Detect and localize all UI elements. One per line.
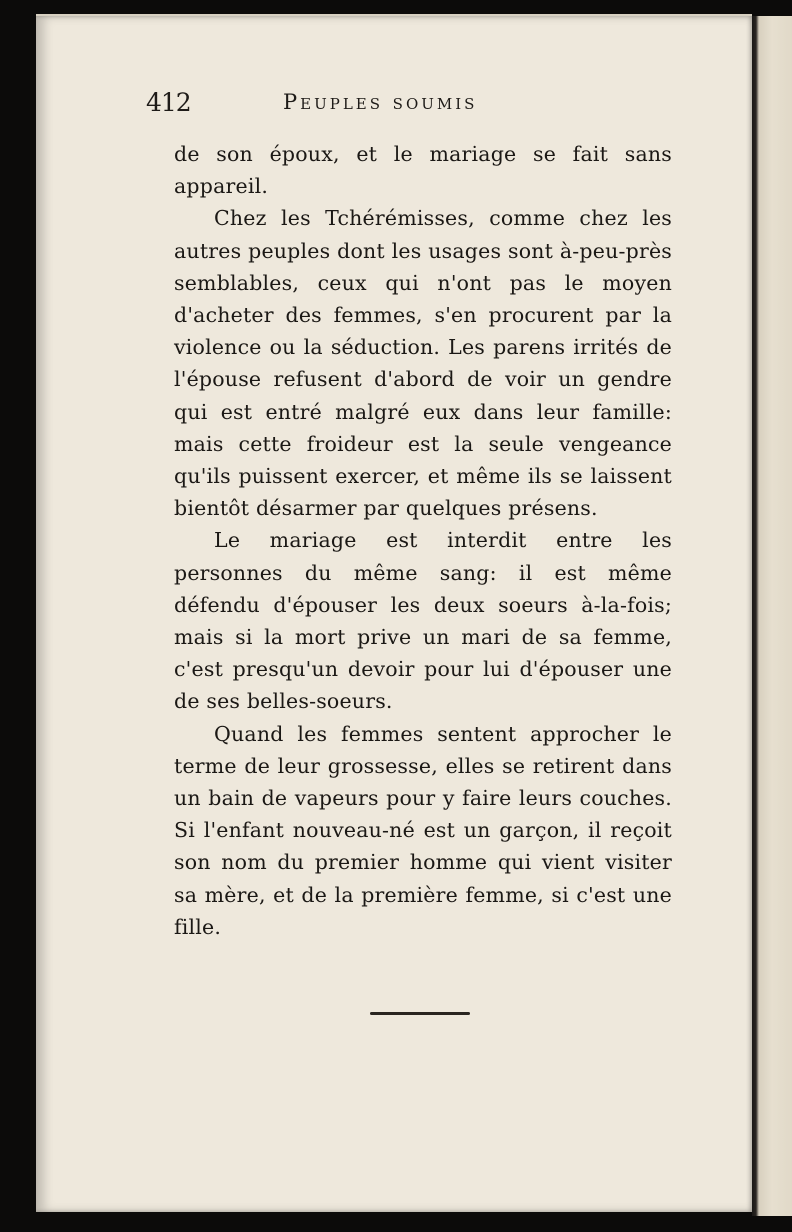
paragraph: Quand les femmes sentent approcher le terme de leur grossesse, elles se retirent dans un bain de vapeurs pour y faire leurs couches. Si l'enfant nouveau-né est un garçon, il reçoit son nom du premier homme qui vient visiter sa mère, et de la première femme, si c'est une fille. xyxy=(174,721,672,939)
end-rule xyxy=(370,1012,470,1015)
page-number: 412 xyxy=(146,88,191,117)
paragraph: Chez les Tchérémisses, comme chez les autres peuples dont les usages sont à-peu-près semblables, ceux qui n'ont pas le moyen d'acheter des femmes, s'en procurent par la violence ou la séduction. Les parens irrités de l'épouse refusent d'abord de voir un gendre qui est entré malgré eux dans leur famille: mais cette froideur est la seule vengeance qu'ils puissent exercer, et même ils se laissent bientôt désarmer par quelques présens. xyxy=(174,206,672,521)
next-page-edge xyxy=(752,16,792,1216)
paragraph: de son époux, et le mariage se fait sans appareil. xyxy=(174,142,672,199)
running-title: Peuples soumis xyxy=(283,90,478,114)
paragraph: Le mariage est interdit entre les personnes du même sang: il est même défendu d'épouser les deux soeurs à-la-fois; mais si la mort prive un mari de sa femme, c'est presqu'un devoir pour lui d'épouser une de ses belles-soeurs. xyxy=(174,528,672,714)
running-head xyxy=(146,84,676,120)
body-text xyxy=(174,138,672,943)
